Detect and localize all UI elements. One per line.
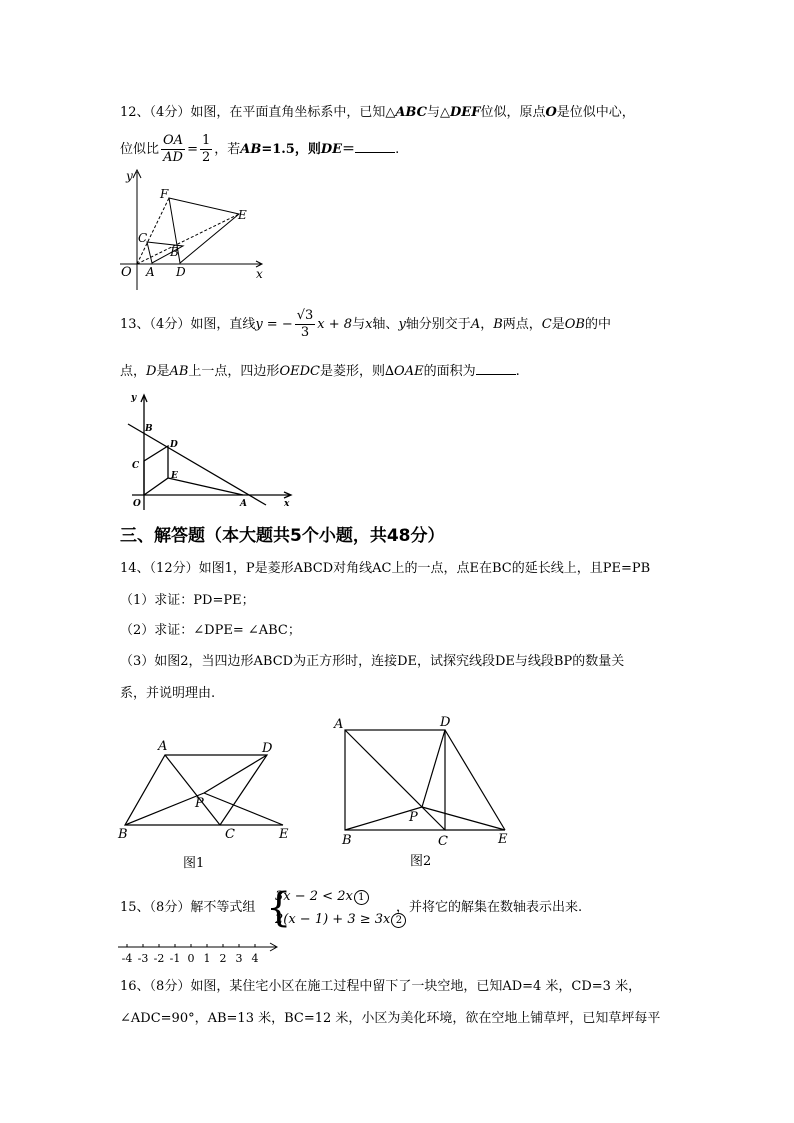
fig14a-label-c: C	[225, 827, 235, 842]
tick-label-0: 0	[187, 952, 195, 965]
inequality-2: 2(x − 1) + 3 ≥ 3x	[275, 912, 391, 927]
fig14b-label-p: P	[409, 810, 418, 825]
fig13-label-c: C	[132, 461, 140, 471]
half-fraction: $\frac{1}{2}$	[201, 133, 211, 165]
q14-line1: 14、（12分）如图1，P是菱形ABCD对角线AC上的一点，点E在BC的延长线上，且PE=PB	[120, 561, 651, 576]
q14-sub1: （1）求证：PD=PE；	[120, 593, 255, 608]
fig12-label-y: y	[126, 169, 133, 183]
figure-14-1	[115, 735, 300, 875]
fig13-label-e: E	[171, 471, 178, 481]
q13-line2: 点，D是AB上一点，四边形OEDC是菱形，则∆OAE的面积为 .	[120, 364, 520, 379]
tick-label-neg3: -3	[137, 952, 149, 965]
q12-line2: 位似比 $\frac{OA}{AD}$ = $\frac{1}{2}$ ，若AB=1.5，则DE＝ .	[120, 133, 400, 165]
fig13-label-a: A	[240, 499, 247, 509]
fig13-label-x: x	[284, 499, 290, 509]
q15-suffix: ，并将它的解集在数轴表示出来.	[396, 900, 583, 915]
fig12-label-x: x	[256, 267, 263, 281]
q14-sub3b: 系，并说明理由.	[120, 686, 216, 701]
fig14b-label-a: A	[334, 717, 344, 732]
q13-line1: 13、（4分）如图，直线y = − $\frac{√3}{3}$ x + 8与x轴、y轴分别交于A，B两点，C是OB的中	[120, 308, 611, 340]
fig12-label-a: A	[146, 265, 155, 279]
tick-label-1: 1	[203, 952, 211, 965]
system-brace: {	[266, 885, 292, 931]
fig14b-label-e: E	[498, 832, 508, 847]
fig12-label-c: C	[138, 231, 148, 245]
fig14a-label-p: P	[195, 796, 204, 811]
fig14a-caption: 图1	[183, 856, 205, 871]
slope-fraction: $\frac{√3}{3}$	[296, 308, 314, 340]
inequality-system	[275, 885, 406, 931]
fig13-label-y: y	[131, 393, 137, 403]
figure-13	[124, 392, 294, 512]
fig14a-label-e: E	[279, 827, 289, 842]
figure-14-2	[330, 712, 520, 872]
number-line	[112, 938, 282, 968]
inequality-1: 3x − 2 < 2x	[275, 889, 353, 904]
tick-label-neg4: -4	[121, 952, 133, 965]
q16-line2: ∠ADC=90°，AB=13 米，BC=12 米，小区为美化环境，欲在空地上铺草坪，已知草坪每平	[120, 1011, 661, 1026]
tick-label-3: 3	[235, 952, 243, 965]
fig13-label-d: D	[170, 440, 178, 450]
fig12-label-o: O	[121, 265, 132, 280]
fig14b-label-b: B	[342, 833, 352, 848]
tick-label-neg2: -2	[153, 952, 165, 965]
fig14a-label-b: B	[118, 827, 128, 842]
tick-label-2: 2	[219, 952, 227, 965]
fig14a-label-a: A	[158, 739, 168, 754]
tick-label-4: 4	[251, 952, 259, 965]
fig13-label-b: B	[145, 424, 153, 434]
answer-blank[interactable]	[355, 140, 395, 153]
fig12-label-b: B	[170, 245, 179, 259]
tick-label-neg1: -1	[169, 952, 181, 965]
fig14a-label-d: D	[262, 741, 273, 756]
ratio-fraction: $\frac{OA}{AD}$	[163, 133, 184, 165]
fig12-label-d: D	[176, 265, 186, 279]
fig14b-label-c: C	[438, 834, 448, 849]
q16-line1: 16、（8分）如图，某住宅小区在施工过程中留下了一块空地，已知AD=4 米，CD=3 米，	[120, 979, 642, 994]
fig13-label-o: O	[133, 499, 141, 509]
fig12-label-e: E	[238, 208, 247, 222]
fig14b-label-d: D	[440, 715, 451, 730]
figure-12	[112, 166, 268, 292]
section-heading: 三、解答题（本大题共5个小题，共48分）	[120, 526, 445, 546]
q15-prefix: 15、（8分）解不等式组	[120, 900, 256, 915]
inequality-2-number: 2	[391, 913, 406, 928]
answer-blank[interactable]	[476, 362, 516, 375]
q12-line1: 12、（4分）如图，在平面直角坐标系中，已知△ABC与△DEF位似，原点O是位似中心，	[120, 105, 635, 120]
q14-sub2: （2）求证：∠DPE= ∠ABC；	[120, 623, 301, 638]
inequality-1-number: 1	[354, 890, 369, 905]
fig12-label-f: F	[160, 187, 169, 201]
q14-sub3: （3）如图2，当四边形ABCD为正方形时，连接DE，试探究线段DE与线段BP的数量关	[120, 654, 625, 669]
fig14b-caption: 图2	[410, 854, 432, 869]
